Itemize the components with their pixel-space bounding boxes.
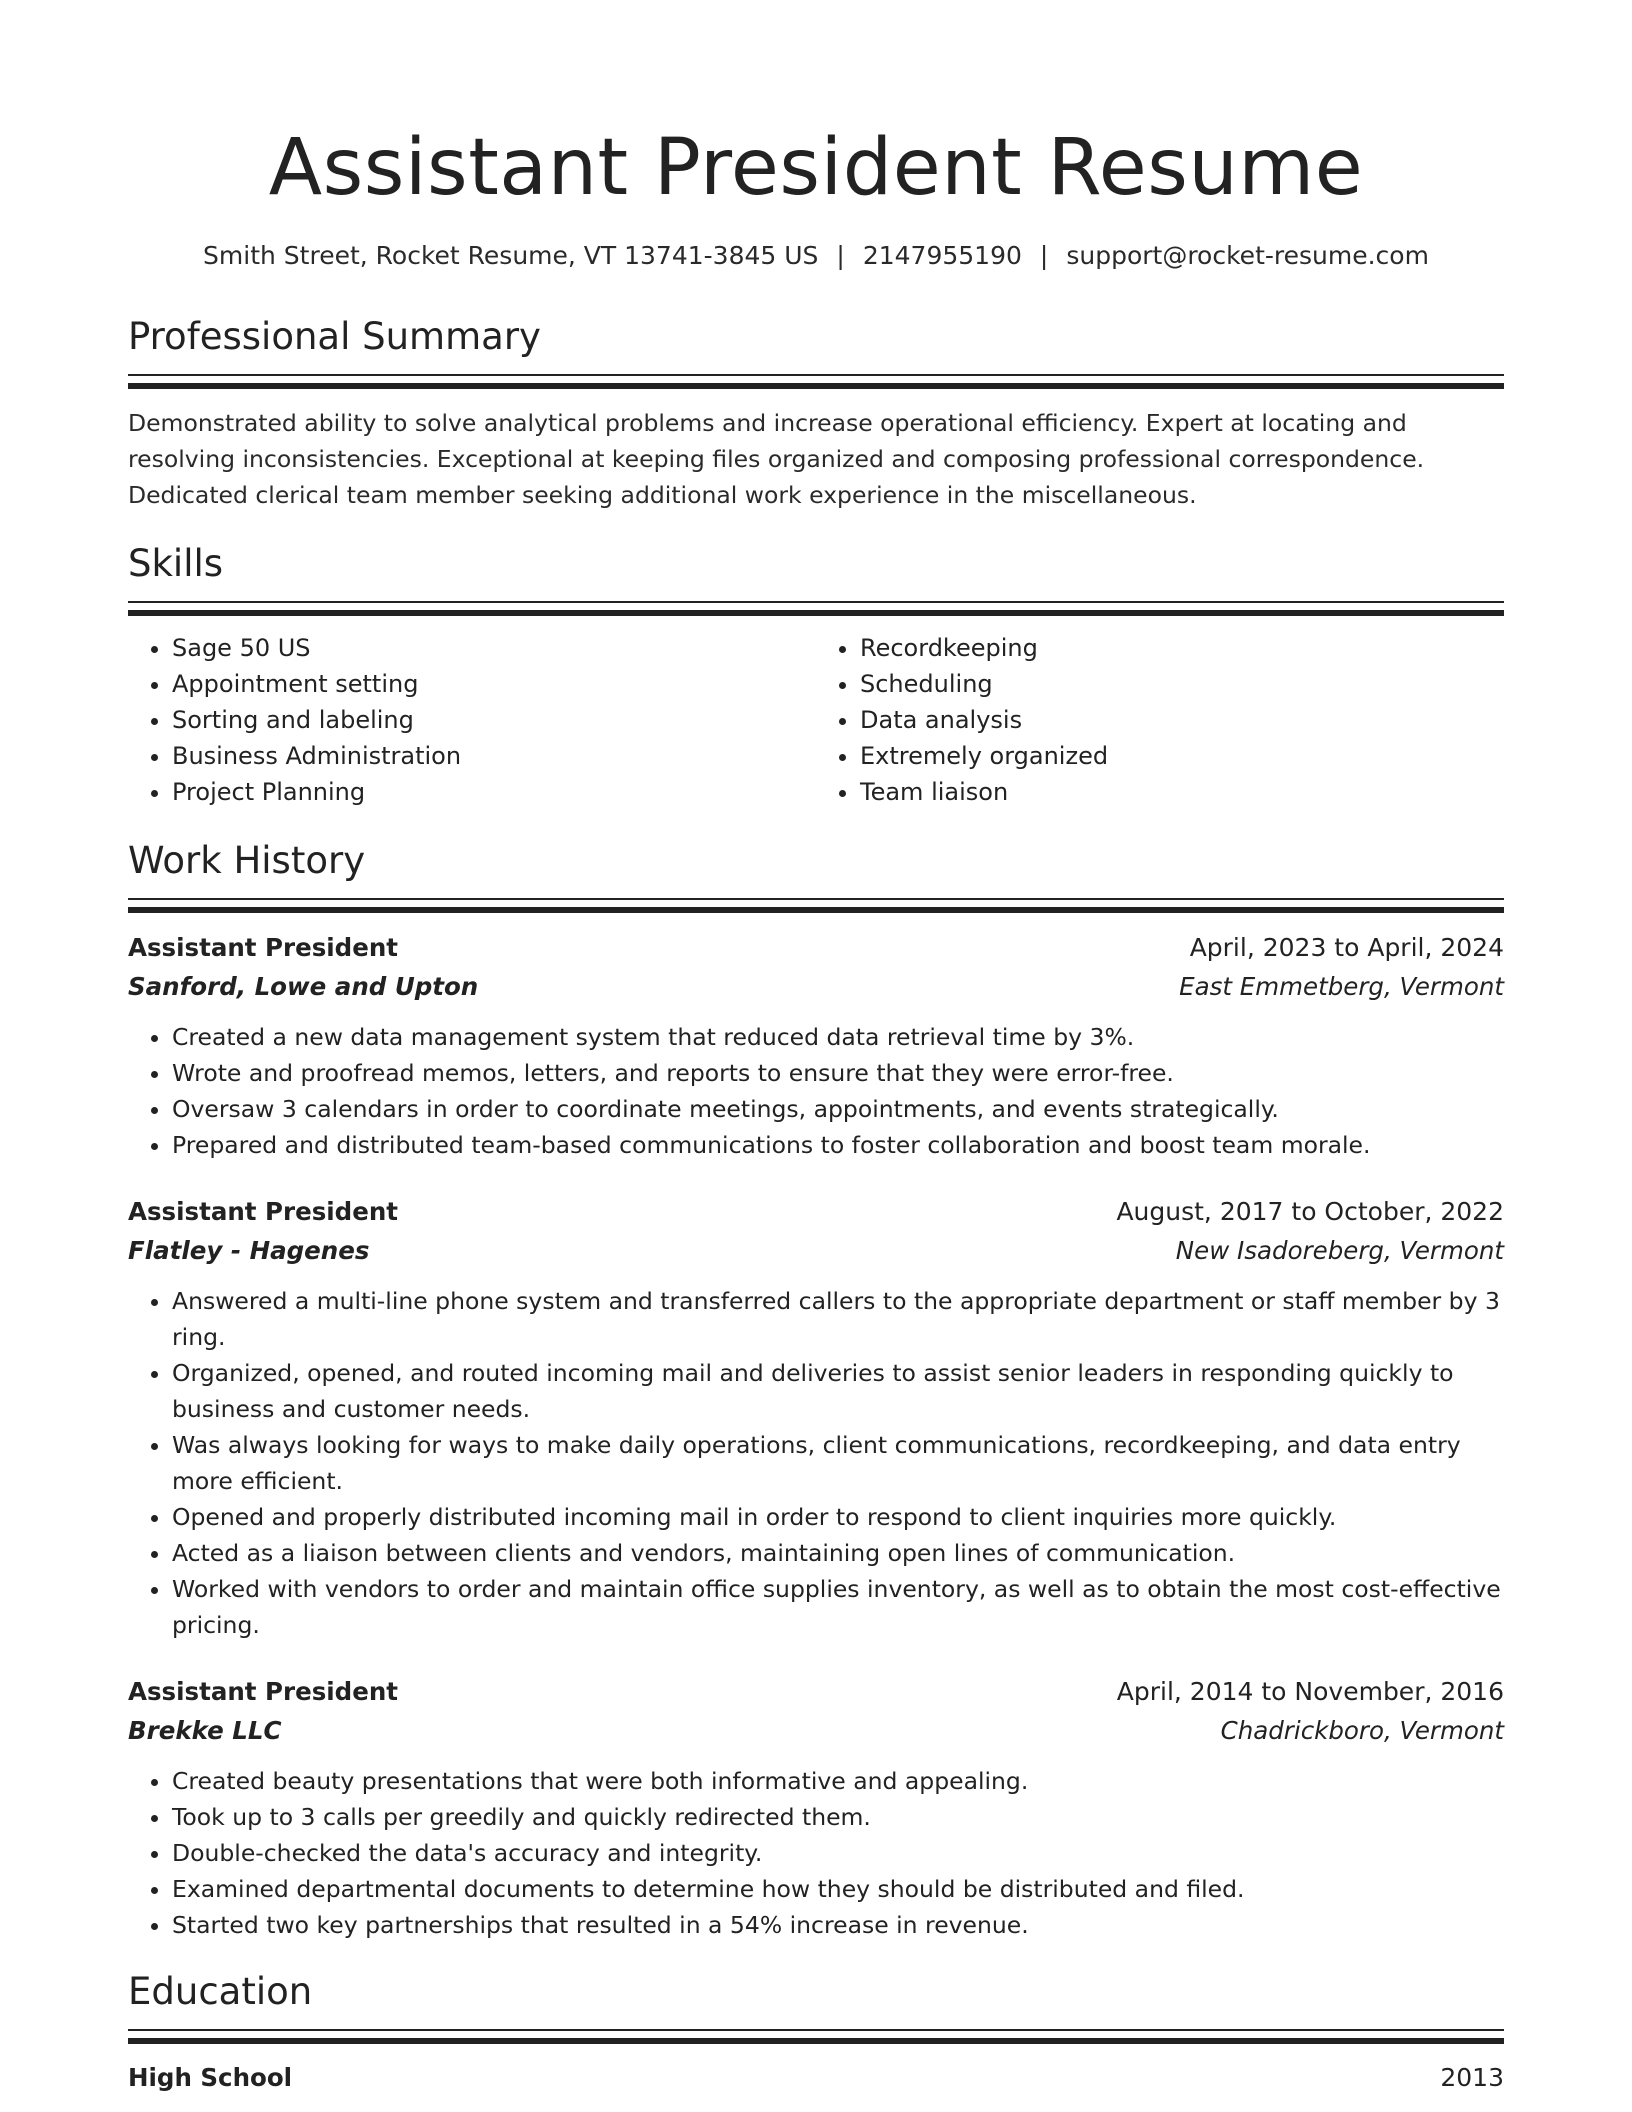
job-bullet: • Oversaw 3 calendars in order to coordinate meetings, appointments, and events strategically. [172,1091,1504,1127]
job-company: Flatley - Hagenes [128,1236,370,1265]
job-company-row [128,967,1504,1007]
job-company-row [128,1231,1504,1271]
job-bullets [128,1763,1504,1943]
job-dates: April, 2014 to November, 2016 [1116,1677,1504,1706]
job-title: Assistant President [128,1197,398,1226]
skill-item: • Team liaison [860,774,1504,810]
contact-line [128,240,1504,272]
contact-email: support@rocket-resume.com [1066,241,1429,270]
job-bullet: • Prepared and distributed team-based communications to foster collaboration and boost team morale. [172,1127,1504,1163]
skills-left-list [128,630,816,810]
education-row [128,2060,1504,2096]
job-company-row [128,1711,1504,1751]
job-location: East Emmetberg, Vermont [1179,972,1504,1001]
section-divider [128,2029,1504,2044]
job-bullet: • Double-checked the data's accuracy and integrity. [172,1835,1504,1871]
job-bullet: • Acted as a liaison between clients and vendors, maintaining open lines of communication. [172,1535,1504,1571]
skill-item: • Business Administration [172,738,816,774]
job-bullet: • Examined departmental documents to determine how they should be distributed and filed. [172,1871,1504,1907]
section-divider [128,898,1504,913]
section-divider [128,374,1504,389]
education-section [128,1969,1504,2096]
job-bullet: • Organized, opened, and routed incoming mail and deliveries to assist senior leaders in responding quickly to business and customer needs. [172,1355,1504,1427]
resume-page [128,0,1504,2096]
education-heading: Education [128,1970,313,2013]
job-title: Assistant President [128,933,398,962]
job-company: Sanford, Lowe and Upton [128,972,479,1001]
education-degree: High School [128,2063,293,2092]
summary-text: Demonstrated ability to solve analytical problems and increase operational efficiency. Expert at locating and resolving inconsistencies. Exceptional at keeping files organized and composing professional correspondence. Dedicated clerical team member seeking additional work experience in the miscellaneous. [128,409,1425,509]
job-location: Chadrickboro, Vermont [1220,1716,1504,1745]
job-bullet: • Created beauty presentations that were both informative and appealing. [172,1763,1504,1799]
work-section [128,838,1504,1943]
skill-item: • Sage 50 US [172,630,816,666]
job-dates: April, 2023 to April, 2024 [1189,933,1504,962]
summary-heading: Professional Summary [128,315,541,358]
contact-address: Smith Street, Rocket Resume, VT 13741-3845 US [203,241,819,270]
contact-separator: | [836,241,845,270]
skill-item: • Data analysis [860,702,1504,738]
skill-item: • Extremely organized [860,738,1504,774]
contact-separator: | [1039,241,1049,270]
skill-item: • Scheduling [860,666,1504,702]
job-company: Brekke LLC [128,1716,282,1745]
job-bullet: • Was always looking for ways to make daily operations, client communications, recordkeeping, and data entry more efficient. [172,1427,1504,1499]
job-entry [128,1673,1504,1943]
job-location: New Isadoreberg, Vermont [1175,1236,1504,1265]
job-header-row [128,1673,1504,1711]
skill-item: • Appointment setting [172,666,816,702]
skill-item: • Recordkeeping [860,630,1504,666]
skill-item: • Sorting and labeling [172,702,816,738]
job-bullets [128,1019,1504,1163]
job-bullet: • Took up to 3 calls per greedily and quickly redirected them. [172,1799,1504,1835]
contact-phone: 2147955190 [862,241,1022,270]
job-bullet: • Answered a multi-line phone system and transferred callers to the appropriate department or staff member by 3 ring. [172,1283,1504,1355]
education-year: 2013 [1440,2063,1504,2092]
job-bullet: • Wrote and proofread memos, letters, and reports to ensure that they were error-free. [172,1055,1504,1091]
job-entry [128,1193,1504,1643]
summary-section [128,314,1504,513]
skills-section [128,541,1504,810]
work-heading: Work History [128,839,366,882]
job-bullet: • Worked with vendors to order and maintain office supplies inventory, as well as to obtain the most cost-effective pricing. [172,1571,1504,1643]
job-bullet: • Started two key partnerships that resulted in a 54% increase in revenue. [172,1907,1504,1943]
job-dates: August, 2017 to October, 2022 [1116,1197,1504,1226]
skill-item: • Project Planning [172,774,816,810]
skills-columns [128,630,1504,810]
job-bullet: • Opened and properly distributed incoming mail in order to respond to client inquiries more quickly. [172,1499,1504,1535]
skills-heading: Skills [128,542,224,585]
job-entry [128,929,1504,1163]
skills-right-list [816,630,1504,810]
job-bullet: • Created a new data management system that reduced data retrieval time by 3%. [172,1019,1504,1055]
section-divider [128,601,1504,616]
job-header-row [128,929,1504,967]
job-header-row [128,1193,1504,1231]
job-title: Assistant President [128,1677,398,1706]
job-bullets [128,1283,1504,1643]
resume-title: Assistant President Resume [268,123,1364,213]
